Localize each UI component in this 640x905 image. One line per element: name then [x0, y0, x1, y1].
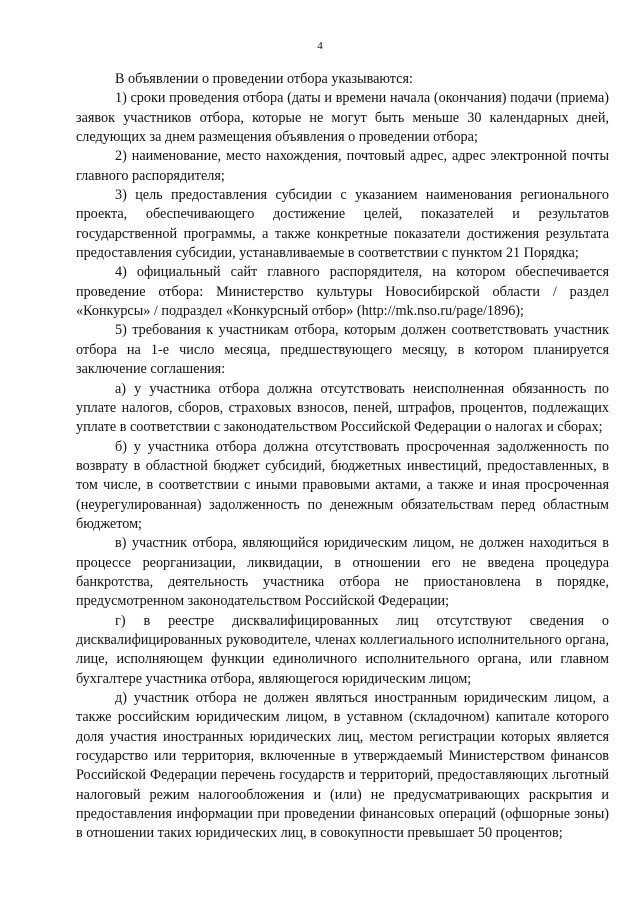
paragraph-subitem-g: г) в реестре дисквалифицированных лиц отсутствуют сведения о дисквалифицированных руководителе, членах коллегиального исполнительного органа, лице, исполняющем функции единоличного исполнительного органа, или главном бухгалтере участника отбора, являющегося юридическим лицом; — [76, 612, 609, 687]
page-number: 4 — [317, 40, 323, 52]
paragraph-intro: В объявлении о проведении отбора указываются: — [115, 71, 413, 87]
paragraph-subitem-b: б) у участника отбора должна отсутствовать просроченная задолженность по возврату в областной бюджет субсидий, бюджетных инвестиций, предоставленных, в том числе, в соответствии с иными правовыми актами, а также и иная просроченная (неурегулированная) задолженность по денежным обязательствам перед областным бюджетом; — [76, 438, 609, 532]
paragraph-item-5: 5) требования к участникам отбора, которым должен соответствовать участник отбора на 1-е число месяца, предшествующего месяцу, в котором планируется заключение соглашения: — [76, 322, 609, 378]
document-body — [76, 70, 609, 844]
paragraph-subitem-a: а) у участника отбора должна отсутствовать неисполненная обязанность по уплате налогов, сборов, страховых взносов, пеней, штрафов, процентов, подлежащих уплате в соответствии с законодательством Российской Федерации о налогах и сборах; — [76, 380, 609, 436]
paragraph-subitem-v: в) участник отбора, являющийся юридическим лицом, не должен находиться в процессе реорганизации, ликвидации, в отношении его не введена процедура банкротства, деятельность участника отбора не приостановлена в порядке, предусмотренном законодательством Российской Федерации; — [76, 535, 609, 610]
paragraph-subitem-d: д) участник отбора не должен являться иностранным юридическим лицом, а также российским юридическим лицом, в уставном (складочном) капитале которого доля участия иностранных юридических лиц, местом регистрации которых является государство или территория, включенные в утверждаемый Министерством финансов Российской Федерации перечень государств и территорий, предоставляющих льготный налоговый режим налогообложения и (или) не предусматривающих раскрытия и предоставления информации при проведении финансовых операций (офшорные зоны) в отношении таких юридических лиц, в совокупности превышает 50 процентов; — [76, 690, 609, 842]
paragraph-item-1: 1) сроки проведения отбора (даты и времени начала (окончания) подачи (приема) заявок участников отбора, которые не могут быть меньше 30 календарных дней, следующих за днем размещения объявления о проведении отбора; — [76, 90, 609, 146]
paragraph-item-2: 2) наименование, место нахождения, почтовый адрес, адрес электронной почты главного распорядителя; — [76, 148, 609, 184]
paragraph-item-4: 4) официальный сайт главного распорядителя, на котором обеспечивается проведение отбора: Министерство культуры Новосибирской области / раздел «Конкурсы» / подраздел «Конкурсный отбор» (http://mk.nso.ru/page/1896); — [76, 264, 609, 320]
paragraph-item-3: 3) цель предоставления субсидии с указанием наименования регионального проекта, обеспечивающего достижение целей, показателей и результатов государственной программы, а также конкретные показатели достижения результата предоставления субсидии, устанавливаемые в соответствии с пунктом 21 Порядка; — [76, 187, 609, 262]
